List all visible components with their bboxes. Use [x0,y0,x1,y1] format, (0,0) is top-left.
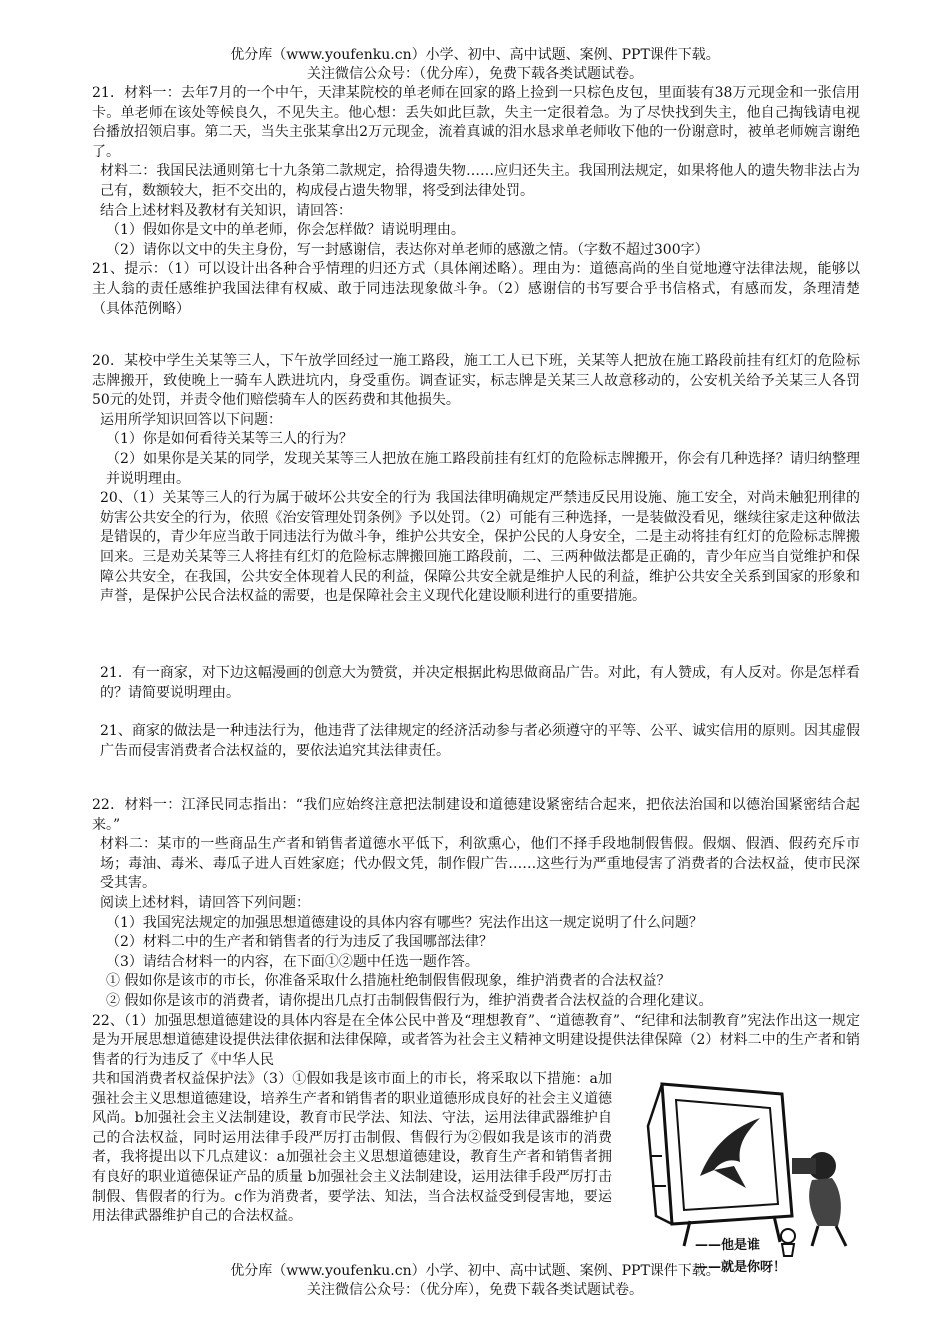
camera-icon [792,1158,816,1174]
small-figure-head [781,1229,795,1243]
q22-material-1: 22．材料一：江泽民同志指出：“我们应始终注意把法制建设和道德建设紧密结合起来，把依法治国和以德治国紧密结合起来。” [92,797,860,833]
q20-sub-2: （2）如果你是关某的同学，发现关某等三人把放在施工路段前挂有红灯的危险标志牌搬开，你会有几种选择？请归纳整理并说明理由。 [106,450,860,487]
question-21-material [92,84,860,319]
q21-answer: 21、提示：（1）可以设计出各种合乎情理的归还方式（具体阐述略）。理由为：道德高尚的坐自觉地遵守法律法规，能够以主人翁的责任感维护我国法律有权威、敢于同违法现象做斗争。（2）感谢信的书写要合乎书信格式，有感而发，条理清楚（具体范例略） [92,261,860,317]
q20-sub-1: （1）你是如何看待关某等三人的行为？ [106,431,353,448]
q22-option-2: ② 假如你是该市的消费者，请你提出几点打击制假售假行为，维护消费者合法权益的合理化建议。 [106,992,713,1009]
question-22 [92,796,860,1070]
page-footer [0,1262,950,1300]
footer-line-2: 关注微信公众号：（优分库），免费下载各类试题试卷。 [307,1282,643,1298]
q22-sub-1: （1）我国宪法规定的加强思想道德建设的具体内容有哪些？宪法作出这一规定说明了什么问题？ [106,914,703,931]
footer-line-1: 优分库（www.youfenku.cn）小学、初中、高中试题、案例、PPT课件下载。 [230,1263,720,1279]
q22-sub-2: （2）材料二中的生产者和销售者的行为违反了我国哪部法律？ [106,934,493,951]
q22-answer-part-1: 22、（1）加强思想道德建设的具体内容是在全体公民中普及“理想教育”、“道德教育”、“纪律和法制教育”宪法作出这一规定是为开展思想道德建设提供法律依据和法律保障，或者答为社会主义精神文明建设提供法律保障（2）材料二中的生产者和销售者的行为违反了《中华人民 [92,1012,860,1068]
header-line-2: 关注微信公众号：（优分库），免费下载各类试题试卷。 [307,66,643,82]
q22-answer-part-2: 共和国消费者权益保护法》（3）①假如我是该市面上的市长，将采取以下措施：a加强社会主义思想道德建设，培养生产者和销售者的职业道德形成良好的社会主义道德风尚。b加强社会主义法制建设，教育市民学法、知法、守法，运用法律武器维护自己的合法权益，同时运用法律手段严厉打击制假、售假行为②假如我是该市的消费者，我将提出以下几点建议：a加强社会主义思想道德建设，教育生产者和销售者拥有良好的职业道德保证产品的质量 b加强社会主义法制建设，运用法律手段严厉打击制假、售假者的行为。c作为消费者，要学法、知法，当合法权益受到侵害地，要运用法律武器维护自己的合法权益。 [92,1071,612,1225]
q21-sub-2: （2）请你以文中的失主身份，写一封感谢信，表达你对单老师的感激之情。（字数不超过300字） [106,241,709,258]
q21b-stem: 21．有一商家，对下边这幅漫画的创意大为赞赏，并决定根据此构思做商品广告。对此，有人赞成，有人反对。你是怎样看的？请简要说明理由。 [100,665,860,701]
q20-instruction: 运用所学知识回答以下问题： [100,411,282,428]
page-header [0,46,950,84]
photographer-legs [812,1226,846,1246]
cartoon-caption-2: ——就是你呀！ [695,1260,787,1275]
photographer-body [809,1178,841,1226]
q22-instruction: 阅读上述材料，请回答下列问题： [100,894,310,911]
question-21-cartoon [92,664,860,761]
q22-material-2: 材料二：某市的一些商品生产者和销售者道德水平低下，利欲熏心，他们不择手段地制假售假。假烟、假酒、假药充斥市场；毒油、毒米、毒瓜子进人百姓家庭；代办假文凭，制作假广告……这些行为严重地侵害了消费者的合法权益，使市民深受其害。 [100,836,860,892]
q21-material-2: 材料二：我国民法通则第七十九条第二款规定，拾得遗失物……应归还失主。我国刑法规定，如果将他人的遗失物非法占为己有，数额较大，拒不交出的，构成侵占遗失物罪，将受到法律处罚。 [100,163,860,199]
q20-answer: 20、（1）关某等三人的行为属于破坏公共安全的行为 我国法律明确规定严禁违反民用设施、施工安全，对尚未触犯刑律的妨害公共安全的行为，依照《治安管理处罚条例》予以处罚。（2）可能有三种选择，一是装做没看见，继续往家走这种做法是错误的，青少年应当敢于同违法行为做斗争，维护公共安全，保护公民的人身安全，二是主动将挂有红灯的危险标志牌搬回来。三是劝关某等三人将挂有红灯的危险标志牌搬回施工路段前，二、三两种做法都是正确的，青少年应当自觉维护和保障公共安全，在我国，公共安全体现着人民的利益，保障公共安全就是维护人民的利益，维护公共安全关系到国家的形象和声誉，是保护公民合法权益的需要，也是保障社会主义现代化建设顺利进行的重要措施。 [100,490,860,605]
header-line-1: 优分库（www.youfenku.cn）小学、初中、高中试题、案例、PPT课件下载。 [230,47,720,63]
question-20 [92,352,860,607]
q21-sub-1: （1）假如你是文中的单老师，你会怎样做？请说明理由。 [106,222,465,239]
q22-sub-3: （3）请结合材料一的内容，在下面①②题中任选一题作答。 [106,953,479,970]
q21-instruction: 结合上述材料及教材有关知识，请回答： [100,202,352,219]
cartoon-caption-1: ——他是谁 [695,1238,761,1253]
q21-material-1: 21．材料一：去年7月的一个中午，天津某院校的单老师在回家的路上捡到一只棕色皮包，里面装有38万元现金和一张信用卡。单老师在该处等候良久，不见失主。他心想：丢失如此巨款，失主一定很着急。为了尽快找到失主，他自己掏钱请电视台播放招领启事。第二天，当失主张某拿出2万元现金，流着真诚的泪水恳求单老师收下他的一份谢意时，被单老师婉言谢绝了。 [92,85,860,160]
q22-option-1: ① 假如你是该市的市长，你准备采取什么措施杜绝制假售假现象，维护消费者的合法权益？ [106,973,671,990]
q21b-answer: 21、商家的做法是一种违法行为，他违背了法律规定的经济活动参与者必须遵守的平等、公平、诚实信用的原则。因其虚假广告而侵害消费者合法权益的，要依法追究其法律责任。 [100,723,860,759]
small-figure-body [782,1244,794,1256]
q20-stem: 20．某校中学生关某等三人，下午放学回经过一施工路段，施工工人已下班，关某等人把放在施工路段前挂有红灯的危险标志牌搬开，致使晚上一骑车人跌进坑内，身受重伤。调查证实，标志牌是关某三人故意移动的，公安机关给予关某三人各罚50元的处罚，并责令他们赔偿骑车人的医药费和其他损失。 [92,353,860,409]
